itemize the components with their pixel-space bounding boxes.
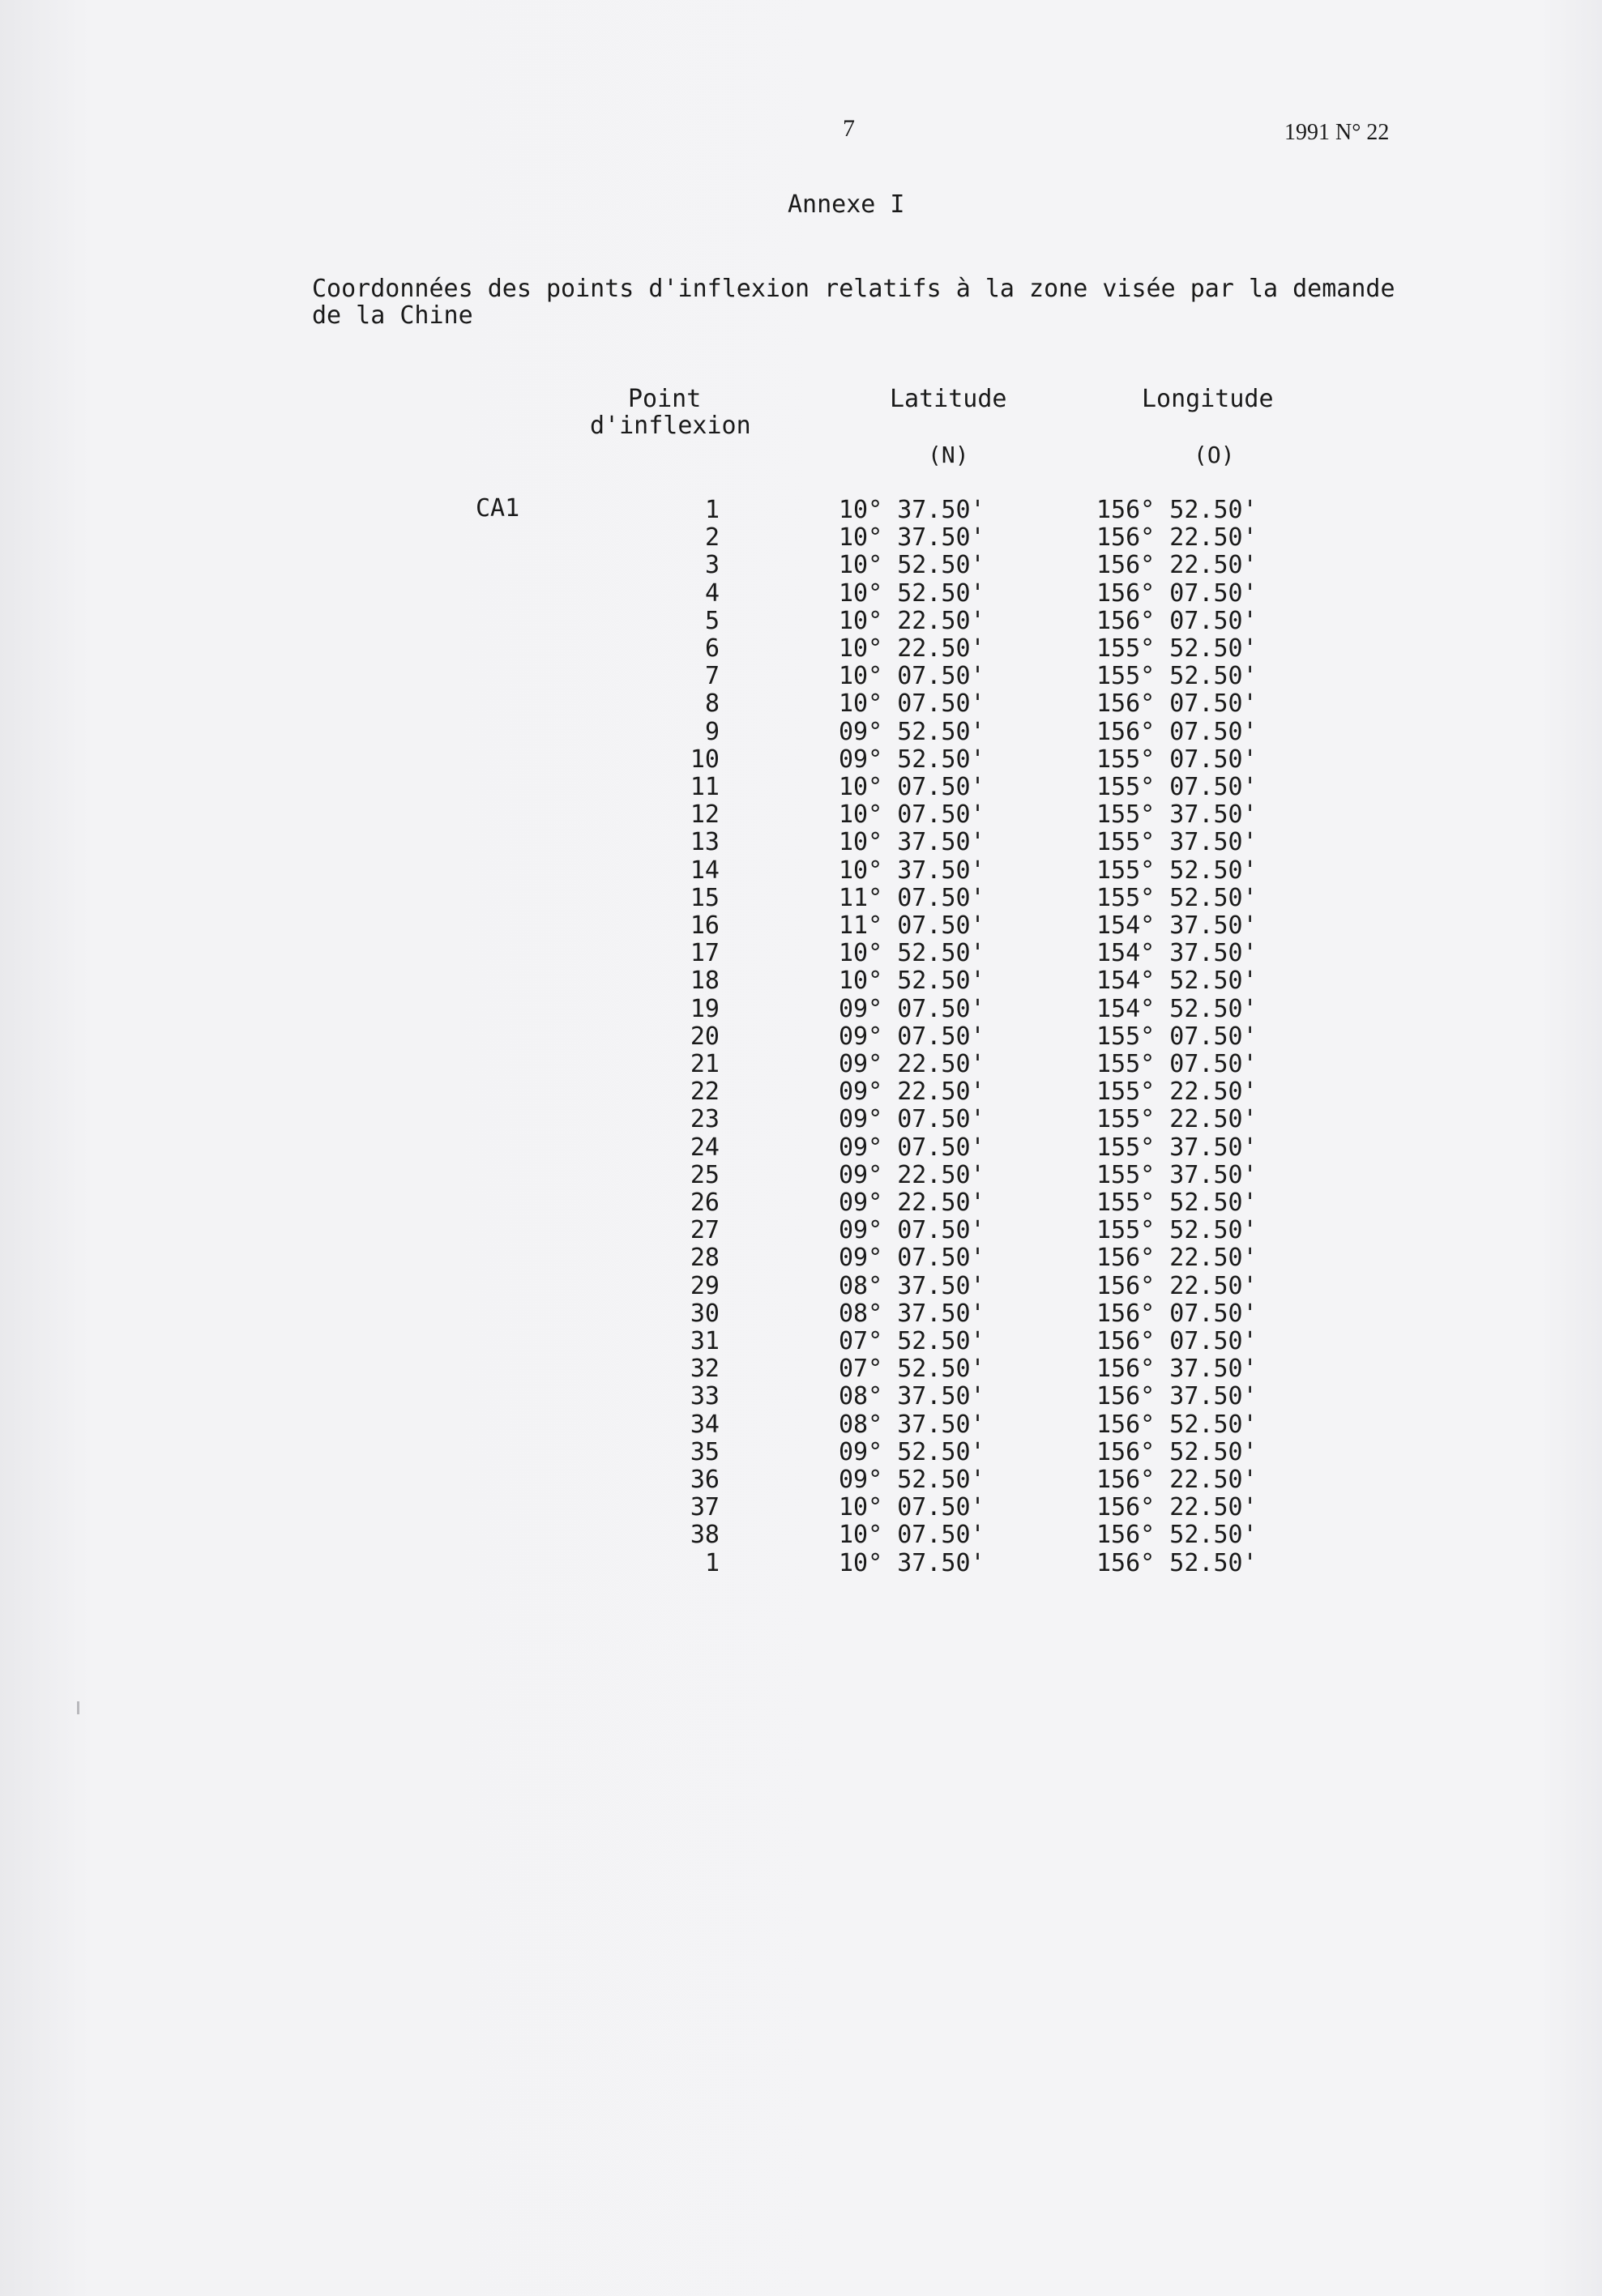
point-number: 28 <box>690 1244 720 1273</box>
point-number: 33 <box>690 1382 720 1411</box>
longitude-unit: (O) <box>1194 442 1235 468</box>
page-number: 7 <box>843 115 855 142</box>
latitude-value: 10° 52.50' <box>839 578 985 608</box>
longitude-value: 155° 37.50' <box>1096 800 1258 830</box>
latitude-value: 09° 07.50' <box>839 1216 985 1245</box>
longitude-value: 156° 52.50' <box>1096 1548 1258 1577</box>
intro-paragraph: Coordonnées des points d'inflexion relatifs à la zone visée par la demande de la Chine <box>312 275 1395 330</box>
column-header-inflexion: d'inflexion <box>590 412 751 440</box>
longitude-value: 156° 52.50' <box>1096 1410 1258 1439</box>
point-number: 25 <box>690 1160 720 1189</box>
longitude-value: 155° 07.50' <box>1096 745 1258 774</box>
longitude-value: 155° 52.50' <box>1096 1216 1258 1245</box>
point-number: 8 <box>704 689 720 719</box>
point-number: 18 <box>690 967 720 996</box>
latitude-value: 07° 52.50' <box>839 1327 985 1355</box>
point-number: 9 <box>704 717 720 746</box>
point-number: 2 <box>704 523 720 553</box>
latitude-value: 10° 37.50' <box>839 856 985 885</box>
margin-mark <box>77 1701 79 1714</box>
point-number: 35 <box>690 1437 720 1466</box>
latitude-value: 09° 52.50' <box>839 745 985 774</box>
point-number: 14 <box>690 856 720 885</box>
point-number: 37 <box>690 1493 720 1522</box>
point-number: 17 <box>690 939 720 968</box>
column-header-latitude: Latitude <box>890 385 1007 413</box>
latitude-value: 09° 52.50' <box>839 1437 985 1466</box>
longitude-value: 156° 07.50' <box>1096 689 1258 719</box>
longitude-value: 155° 07.50' <box>1096 773 1258 801</box>
latitude-value: 10° 07.50' <box>839 689 985 719</box>
longitude-value: 154° 37.50' <box>1096 911 1258 940</box>
point-number: 12 <box>690 800 720 830</box>
longitude-value: 156° 22.50' <box>1096 1493 1258 1522</box>
latitude-value: 10° 07.50' <box>839 662 985 691</box>
point-number: 6 <box>704 634 720 663</box>
longitude-value: 154° 52.50' <box>1096 994 1258 1023</box>
latitude-value: 09° 22.50' <box>839 1078 985 1107</box>
longitude-value: 156° 22.50' <box>1096 551 1258 580</box>
latitude-value: 08° 37.50' <box>839 1410 985 1439</box>
point-number: 3 <box>704 551 720 580</box>
point-number: 11 <box>690 773 720 801</box>
point-number: 27 <box>690 1216 720 1245</box>
latitude-unit: (N) <box>928 442 969 468</box>
longitude-value: 155° 52.50' <box>1096 662 1258 691</box>
point-number: 38 <box>690 1521 720 1550</box>
point-number: 4 <box>704 578 720 608</box>
latitude-value: 10° 52.50' <box>839 939 985 968</box>
latitude-value: 11° 07.50' <box>839 883 985 912</box>
latitude-value: 07° 52.50' <box>839 1355 985 1384</box>
latitude-value: 10° 37.50' <box>839 1548 985 1577</box>
point-number: 1 <box>704 1548 720 1577</box>
longitude-value: 154° 52.50' <box>1096 967 1258 996</box>
point-number: 32 <box>690 1355 720 1384</box>
latitude-value: 08° 37.50' <box>839 1299 985 1328</box>
column-header-longitude: Longitude <box>1142 385 1274 413</box>
latitude-value: 09° 22.50' <box>839 1189 985 1217</box>
longitude-value: 156° 07.50' <box>1096 606 1258 635</box>
longitude-value: 155° 37.50' <box>1096 828 1258 857</box>
latitude-value: 09° 07.50' <box>839 1244 985 1273</box>
point-number: 10 <box>690 745 720 774</box>
point-number: 24 <box>690 1133 720 1162</box>
zone-label: CA1 <box>476 494 520 523</box>
latitude-value: 09° 07.50' <box>839 1105 985 1134</box>
longitude-value: 156° 07.50' <box>1096 578 1258 608</box>
longitude-value: 156° 22.50' <box>1096 1466 1258 1494</box>
longitude-value: 155° 22.50' <box>1096 1078 1258 1107</box>
latitude-value: 10° 37.50' <box>839 496 985 524</box>
latitude-value: 10° 22.50' <box>839 634 985 663</box>
point-number: 20 <box>690 1022 720 1051</box>
point-number: 21 <box>690 1050 720 1078</box>
latitude-value: 11° 07.50' <box>839 911 985 940</box>
point-number: 1 <box>704 496 720 524</box>
longitude-value: 156° 07.50' <box>1096 1327 1258 1355</box>
latitude-value: 10° 07.50' <box>839 1493 985 1522</box>
longitude-value: 156° 22.50' <box>1096 1244 1258 1273</box>
document-reference: 1991 N° 22 <box>1284 120 1390 145</box>
longitude-value: 156° 22.50' <box>1096 1271 1258 1300</box>
point-number: 16 <box>690 911 720 940</box>
longitude-value: 155° 07.50' <box>1096 1050 1258 1078</box>
point-number: 5 <box>704 606 720 635</box>
point-number: 19 <box>690 994 720 1023</box>
point-number: 15 <box>690 883 720 912</box>
latitude-value: 09° 07.50' <box>839 1133 985 1162</box>
annex-title: Annexe I <box>788 190 905 219</box>
longitude-value: 155° 37.50' <box>1096 1133 1258 1162</box>
longitude-value: 156° 52.50' <box>1096 1437 1258 1466</box>
latitude-value: 10° 07.50' <box>839 800 985 830</box>
latitude-value: 08° 37.50' <box>839 1382 985 1411</box>
longitude-value: 155° 22.50' <box>1096 1105 1258 1134</box>
point-number: 36 <box>690 1466 720 1494</box>
point-number: 31 <box>690 1327 720 1355</box>
longitude-value: 156° 52.50' <box>1096 1521 1258 1550</box>
latitude-value: 09° 52.50' <box>839 717 985 746</box>
latitude-value: 10° 07.50' <box>839 773 985 801</box>
point-number: 26 <box>690 1189 720 1217</box>
longitude-value: 156° 07.50' <box>1096 717 1258 746</box>
point-number: 13 <box>690 828 720 857</box>
longitude-value: 155° 07.50' <box>1096 1022 1258 1051</box>
latitude-value: 10° 37.50' <box>839 523 985 553</box>
longitude-value: 156° 22.50' <box>1096 523 1258 553</box>
latitude-value: 09° 07.50' <box>839 1022 985 1051</box>
latitude-value: 10° 07.50' <box>839 1521 985 1550</box>
point-number: 23 <box>690 1105 720 1134</box>
longitude-value: 154° 37.50' <box>1096 939 1258 968</box>
point-number: 34 <box>690 1410 720 1439</box>
latitude-value: 08° 37.50' <box>839 1271 985 1300</box>
longitude-value: 155° 52.50' <box>1096 634 1258 663</box>
latitude-value: 09° 07.50' <box>839 994 985 1023</box>
latitude-value: 09° 22.50' <box>839 1160 985 1189</box>
latitude-value: 09° 52.50' <box>839 1466 985 1494</box>
longitude-value: 155° 52.50' <box>1096 856 1258 885</box>
longitude-value: 156° 37.50' <box>1096 1382 1258 1411</box>
longitude-value: 156° 07.50' <box>1096 1299 1258 1328</box>
point-number: 30 <box>690 1299 720 1328</box>
longitude-value: 155° 52.50' <box>1096 883 1258 912</box>
longitude-value: 156° 37.50' <box>1096 1355 1258 1384</box>
longitude-value: 155° 52.50' <box>1096 1189 1258 1217</box>
latitude-value: 10° 52.50' <box>839 967 985 996</box>
longitude-value: 155° 37.50' <box>1096 1160 1258 1189</box>
latitude-value: 10° 37.50' <box>839 828 985 857</box>
latitude-value: 09° 22.50' <box>839 1050 985 1078</box>
column-header-point: Point <box>628 385 702 413</box>
latitude-value: 10° 22.50' <box>839 606 985 635</box>
latitude-value: 10° 52.50' <box>839 551 985 580</box>
longitude-value: 156° 52.50' <box>1096 496 1258 524</box>
point-number: 29 <box>690 1271 720 1300</box>
point-number: 7 <box>704 662 720 691</box>
point-number: 22 <box>690 1078 720 1107</box>
